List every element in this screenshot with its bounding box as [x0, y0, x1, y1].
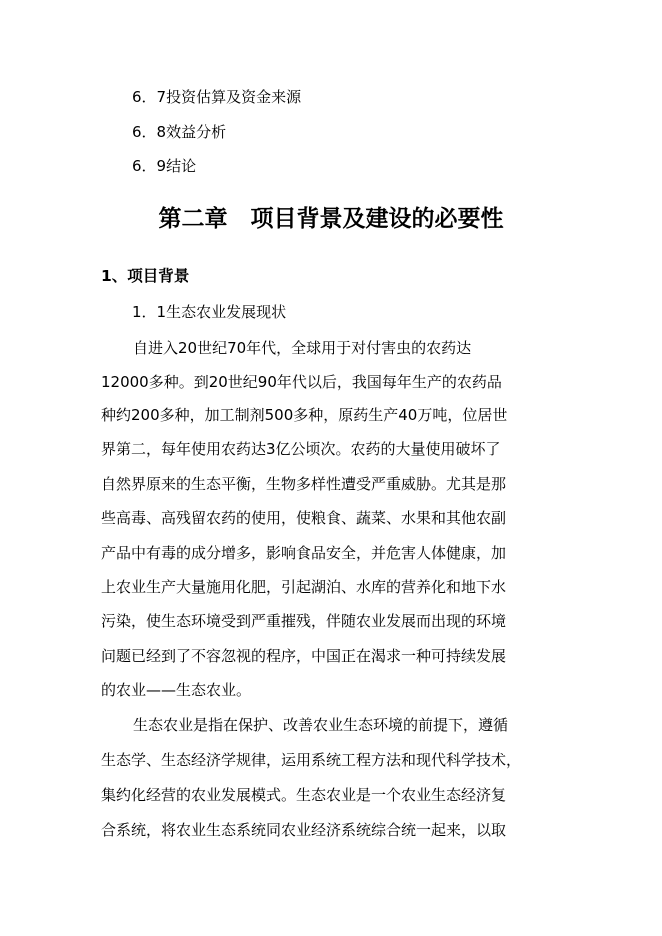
chapter-title: 第二章 项目背景及建设的必要性 — [158, 205, 504, 232]
paragraph-line: 合系统，将农业生态系统同农业经济系统综合统一起来，以取 — [101, 821, 507, 839]
toc-item-6-7: 6．7投资估算及资金来源 — [132, 88, 302, 106]
paragraph-line: 自然界原来的生态平衡，生物多样性遭受严重威胁。尤其是那 — [101, 475, 507, 493]
paragraph-line: 自进入20世纪70年代，全球用于对付害虫的农药达 — [133, 339, 472, 357]
subsection-heading: 1．1生态农业发展现状 — [132, 303, 287, 321]
paragraph-line: 界第二，每年使用农药达3亿公顷次。农药的大量使用破坏了 — [101, 440, 501, 458]
paragraph-line: 生态学、生态经济学规律，运用系统工程方法和现代科学技术， — [101, 751, 522, 769]
paragraph-line: 问题已经到了不容忽视的程序，中国正在渴求一种可持续发展 — [101, 647, 507, 665]
toc-item-6-9: 6．9结论 — [132, 157, 197, 175]
paragraph-line: 的农业——生态农业。 — [101, 681, 252, 699]
paragraph-line: 12000多种。到20世纪90年代以后，我国每年生产的农药品 — [101, 373, 502, 391]
paragraph-line: 上农业生产大量施用化肥，引起湖泊、水库的营养化和地下水 — [101, 578, 507, 596]
paragraph-line: 种约200多种，加工制剂500多种，原药生产40万吨，位居世 — [101, 406, 508, 424]
section-heading: 1、项目背景 — [101, 267, 190, 285]
toc-item-6-8: 6．8效益分析 — [132, 123, 227, 141]
paragraph-line: 生态农业是指在保护、改善农业生态环境的前提下，遵循 — [133, 716, 509, 734]
paragraph-line: 集约化经营的农业发展模式。生态农业是一个农业生态经济复 — [101, 786, 507, 804]
paragraph-line: 产品中有毒的成分增多，影响食品安全，并危害人体健康，加 — [101, 544, 507, 562]
paragraph-line: 些高毒、高残留农药的使用，使粮食、蔬菜、水果和其他农副 — [101, 509, 507, 527]
paragraph-line: 污染，使生态环境受到严重摧残，伴随农业发展而出现的环境 — [101, 612, 507, 630]
